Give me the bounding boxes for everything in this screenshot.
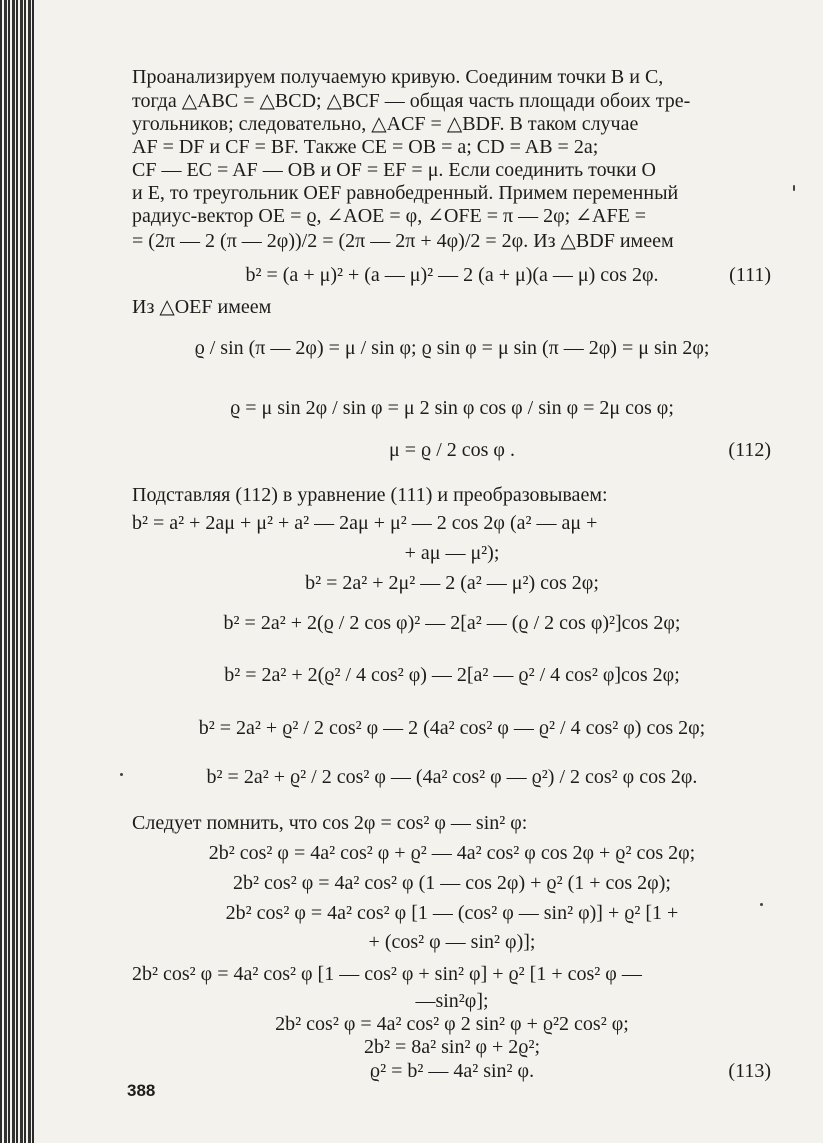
text-line: Следует помнить, что cos 2φ = cos² φ — sin² φ: xyxy=(132,812,528,834)
equation-number: (113) xyxy=(728,1060,771,1082)
equation-line: + (cos² φ — sin² φ)]; xyxy=(368,931,536,953)
equation-line: b² = 2a² + 2(ϱ² / 4 cos² φ) — 2[a² — ϱ² / 4 cos² φ]cos 2φ; xyxy=(224,664,680,686)
equation-line: —sin²φ]; xyxy=(415,990,489,1012)
print-speck xyxy=(120,773,123,776)
equation-line: ϱ / sin (π — 2φ) = μ / sin φ; ϱ sin φ = μ sin (π — 2φ) = μ sin 2φ; xyxy=(194,337,710,359)
equation-number: (111) xyxy=(729,264,771,286)
equation-line: ϱ = μ sin 2φ / sin φ = μ 2 sin φ cos φ / sin φ = 2μ cos φ; xyxy=(230,397,674,419)
equation-line: 2b² cos² φ = 4a² cos² φ + ϱ² — 4a² cos² φ cos 2φ + ϱ² cos 2φ; xyxy=(208,842,696,864)
text-line: Из △OEF имеем xyxy=(132,296,272,318)
text-line: AF = DF и CF = BF. Также CE = OB = a; CD = AB = 2a; xyxy=(132,136,599,158)
equation-line: 2b² cos² φ = 4a² cos² φ (1 — cos 2φ) + ϱ² (1 + cos 2φ); xyxy=(233,872,671,894)
text-line: тогда △ABC = △BCD; △BCF — общая часть площади обоих тре- xyxy=(132,90,691,112)
equation-line: μ = ϱ / 2 cos φ . xyxy=(389,439,515,461)
page-number: 388 xyxy=(127,1081,156,1100)
print-speck xyxy=(793,185,795,191)
equation-number: (112) xyxy=(728,439,771,461)
print-speck xyxy=(760,903,763,906)
equation-line: 2b² cos² φ = 4a² cos² φ [1 — cos² φ + sin² φ] + ϱ² [1 + cos² φ — xyxy=(132,963,642,985)
text-line: и E, то треугольник OEF равнобедренный. Примем переменный xyxy=(132,182,679,204)
equation-line: b² = 2a² + ϱ² / 2 cos² φ — (4a² cos² φ — ϱ²) / 2 cos² φ cos 2φ. xyxy=(206,766,698,788)
text-line: Проанализируем получаемую кривую. Соединим точки B и C, xyxy=(132,66,664,88)
equation-line: 2b² cos² φ = 4a² cos² φ 2 sin² φ + ϱ²2 cos² φ; xyxy=(275,1013,629,1035)
equation-line: ϱ² = b² — 4a² sin² φ. xyxy=(369,1060,535,1082)
equation-line: b² = a² + 2aμ + μ² + a² — 2aμ + μ² — 2 cos 2φ (a² — aμ + xyxy=(132,512,598,534)
text-line: угольников; следовательно, △ACF = △BDF. В таком случае xyxy=(132,113,639,135)
equation-line: b² = 2a² + 2μ² — 2 (a² — μ²) cos 2φ; xyxy=(305,572,599,594)
text-line: Подставляя (112) в уравнение (111) и преобразовываем: xyxy=(132,484,608,506)
text-line: CF — EC = AF — OB и OF = EF = μ. Если соединить точки O xyxy=(132,159,656,181)
text-line: = (2π — 2 (π — 2φ))/2 = (2π — 2π + 4φ)/2 = 2φ. Из △BDF имеем xyxy=(132,230,674,252)
equation-line: b² = 2a² + ϱ² / 2 cos² φ — 2 (4a² cos² φ — ϱ² / 4 cos² φ) cos 2φ; xyxy=(198,717,706,739)
equation-line: b² = (a + μ)² + (a — μ)² — 2 (a + μ)(a — μ) cos 2φ. xyxy=(245,264,659,286)
equation-line: b² = 2a² + 2(ϱ / 2 cos φ)² — 2[a² — (ϱ / 2 cos φ)²]cos 2φ; xyxy=(223,612,681,634)
equation-line: + aμ — μ²); xyxy=(404,542,500,564)
equation-line: 2b² cos² φ = 4a² cos² φ [1 — (cos² φ — sin² φ)] + ϱ² [1 + xyxy=(225,902,679,924)
equation-line: 2b² = 8a² sin² φ + 2ϱ²; xyxy=(363,1036,541,1058)
text-line: радиус-вектор OE = ϱ, ∠AOE = φ, ∠OFE = π — 2φ; ∠AFE = xyxy=(132,205,647,227)
